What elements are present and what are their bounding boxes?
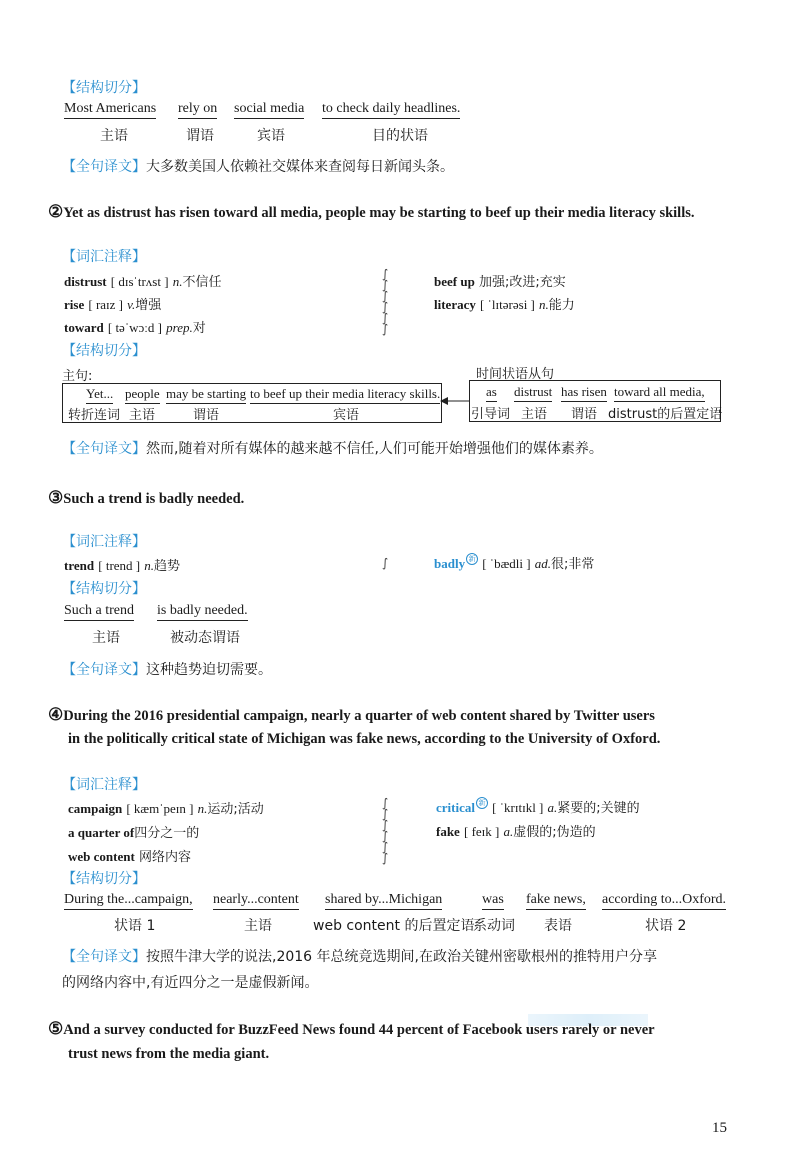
s4-role-2: 主语 — [244, 918, 272, 934]
s3-text: Such a trend is badly needed. — [63, 491, 245, 507]
s3-number: ③ — [48, 488, 64, 507]
main-role-3: 谓语 — [193, 408, 220, 423]
squiggle-divider-icon: ∫ ∫ ∫ ∫ ∫ ∫ — [382, 796, 389, 865]
s4-vocab-campaign: campaign [ kæmˈpeɪn ] n.运动;活动 — [68, 801, 264, 817]
clause-part-1: as — [486, 384, 497, 402]
clause-role-4: distrust的后置定语 — [608, 407, 723, 422]
s4-sentence-line-1: ④During the 2016 presidential campaign, nearly a quarter of web content shared by Twitter users — [48, 705, 655, 724]
s3-vocab-trend: trend [ trend ] n.趋势 — [64, 558, 181, 574]
s2-sentence — [48, 202, 695, 222]
main-role-2: 主语 — [129, 408, 156, 423]
s4-sentence-line-2: in the politically critical state of Michigan was fake news, according to the University of Oxford. — [68, 731, 661, 747]
s4-part-2: nearly...content — [213, 892, 299, 910]
s2-vocab-rise: rise [ raɪz ] v.增强 — [64, 297, 162, 313]
s5-sentence-line-2: trust news from the media giant. — [68, 1046, 270, 1062]
s4-part-6: according to...Oxford. — [602, 892, 726, 910]
s2-vocab-toward: toward [ təˈwɔːd ] prep.对 — [64, 320, 206, 336]
s2-text: Yet as distrust has risen toward all media, people may be starting to beef up their media literacy skills. — [63, 205, 695, 221]
s4-role-4: 系动词 — [473, 918, 515, 934]
main-part-2: people — [125, 386, 160, 404]
structure-label-4: 【结构切分】 — [62, 871, 146, 887]
s3-part-2: is badly needed. — [157, 603, 248, 621]
s1-part-4: to check daily headlines. — [322, 101, 460, 119]
s3-role-2: 被动态谓语 — [170, 630, 240, 646]
s1-part-1: Most Americans — [64, 101, 156, 119]
page-number: 15 — [712, 1120, 727, 1136]
s4-translation-line-1: 【全句译文】按照牛津大学的说法,2016 年总统竞选期间,在政治关键州密歇根州的推特用户分享 — [62, 949, 657, 965]
s1-role-4: 目的状语 — [372, 128, 428, 144]
s1-role-3: 宾语 — [257, 128, 285, 144]
s3-part-1: Such a trend — [64, 603, 134, 621]
arrow-left-icon — [440, 395, 470, 407]
clause-part-4: toward all media, — [614, 384, 705, 402]
s4-vocab-critical: critical 新 [ ˈkrɪtɪkl ] a.紧要的;关键的 — [436, 799, 640, 816]
s4-role-1: 状语 1 — [114, 918, 156, 934]
main-part-1: Yet... — [86, 386, 113, 404]
squiggle-divider-icon: ∫ ∫ ∫ ∫ ∫ ∫ — [382, 267, 389, 336]
s1-translation — [62, 156, 454, 176]
translation-label-2: 【全句译文】 — [62, 441, 146, 457]
s3-role-1: 主语 — [92, 630, 120, 646]
main-part-3: may be starting — [166, 386, 246, 404]
s4-part-4: was — [482, 892, 504, 910]
clause-part-2: distrust — [514, 384, 552, 402]
vocab-label-2: 【词汇注释】 — [62, 249, 146, 265]
s2-number: ② — [48, 202, 64, 221]
structure-label-3: 【结构切分】 — [62, 581, 146, 597]
main-clause-label: 主句: — [62, 369, 93, 384]
s3-sentence — [48, 488, 244, 508]
s1-role-2: 谓语 — [186, 128, 214, 144]
s4-number: ④ — [48, 705, 64, 724]
s4-part-5: fake news, — [526, 892, 586, 910]
s3-translation — [62, 659, 272, 679]
translation-label-1: 【全句译文】 — [62, 159, 146, 175]
s4-role-6: 状语 2 — [645, 918, 687, 934]
s4-vocab-quarter: a quarter of四分之一的 — [68, 825, 200, 841]
main-role-1: 转折连词 — [68, 408, 121, 423]
s1-part-3: social media — [234, 101, 304, 119]
clause-role-2: 主语 — [521, 407, 548, 422]
s4-part-1: During the...campaign, — [64, 892, 193, 910]
s2-vocab-beef-up: beef up 加强;改进;充实 — [434, 274, 566, 290]
vocab-label-3: 【词汇注释】 — [62, 534, 146, 550]
s3-translation-text: 这种趋势迫切需要。 — [146, 662, 272, 678]
s2-vocab-literacy: literacy [ ˈlɪtərəsi ] n.能力 — [434, 297, 575, 313]
s4-role-5: 表语 — [544, 918, 572, 934]
s5-number: ⑤ — [48, 1019, 64, 1038]
s4-translation-line-2: 的网络内容中,有近四分之一是虚假新闻。 — [62, 975, 319, 991]
s4-role-3: web content 的后置定语 — [313, 918, 475, 934]
clause-part-3: has risen — [561, 384, 607, 402]
main-role-4: 宾语 — [333, 408, 360, 423]
s1-part-2: rely on — [178, 101, 217, 119]
squiggle-divider-icon: ∫ — [382, 556, 389, 570]
s4-vocab-web-content: web content 网络内容 — [68, 849, 191, 865]
s2-translation-text: 然而,随着对所有媒体的越来越不信任,人们可能开始增强他们的媒体素养。 — [146, 441, 603, 457]
s4-part-3: shared by...Michigan — [325, 892, 442, 910]
new-word-badge-icon: 新 — [476, 797, 488, 809]
s2-translation — [62, 438, 603, 458]
new-word-badge-icon: 新 — [466, 553, 478, 565]
clause-role-1: 引导词 — [471, 407, 511, 422]
vocab-label-4: 【词汇注释】 — [62, 777, 146, 793]
s5-sentence-line-1: ⑤And a survey conducted for BuzzFeed News found 44 percent of Facebook users rarely or never — [48, 1019, 655, 1038]
structure-label-2: 【结构切分】 — [62, 343, 146, 359]
s2-vocab-distrust: distrust [ dɪsˈtrʌst ] n.不信任 — [64, 274, 222, 290]
s3-vocab-badly: badly 新 [ ˈbædli ] ad.很;非常 — [434, 555, 595, 572]
s4-vocab-fake: fake [ feɪk ] a.虚假的;伪造的 — [436, 824, 596, 840]
time-clause-label: 时间状语从句 — [476, 367, 555, 382]
s1-translation-text: 大多数美国人依赖社交媒体来查阅每日新闻头条。 — [146, 159, 454, 175]
s1-role-1: 主语 — [100, 128, 128, 144]
translation-label-4: 【全句译文】 — [62, 949, 146, 965]
translation-label-3: 【全句译文】 — [62, 662, 146, 678]
structure-label-1: 【结构切分】 — [62, 80, 146, 96]
main-part-4: to beef up their media literacy skills. — [250, 386, 440, 404]
clause-role-3: 谓语 — [571, 407, 598, 422]
